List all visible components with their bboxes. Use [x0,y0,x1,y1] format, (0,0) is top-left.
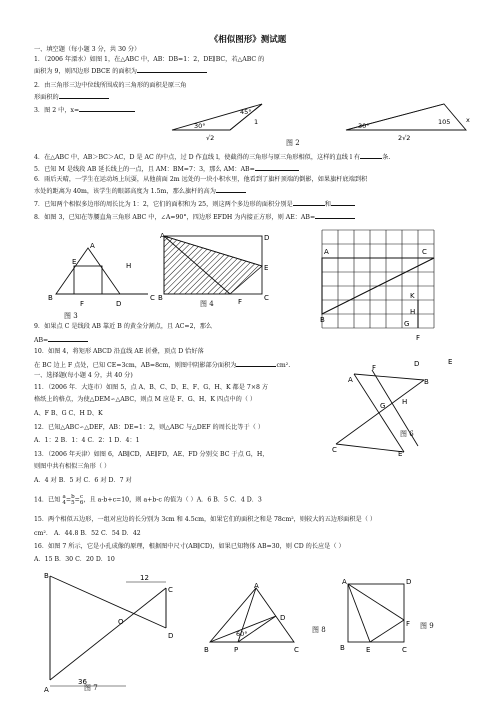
svg-text:F: F [238,298,243,306]
fig1-angle-30: 30° [194,122,206,130]
svg-text:E: E [72,258,77,266]
svg-text:B: B [48,294,53,302]
answer-blank[interactable] [79,105,135,112]
svg-text:P: P [234,646,239,654]
question-12-line-1: 12．已知△ABC∽△DEF，AB：DE=1：2，则△ABC 与△DEF 的周长比等于（ ） [34,424,265,431]
fraction-c-6: c 6 [79,494,84,506]
svg-text:K: K [410,292,415,300]
svg-text:H: H [126,262,132,270]
question-15-line-1: 15．两个相似五边形，一组对应边的长分别为 3cm 和 4.5cm，如果它们的面积之和是 78cm²，则较大的五边形面积是（ ） [34,516,377,523]
svg-text:C: C [402,646,407,654]
figure-9-caption: 图 9 [420,622,434,630]
fig2-x: x [466,116,470,124]
question-11-line-1: 11．（2006 年．大连市）如图 5，点 A、B、C、D、E、F、G、H、K 都是 7×8 方 [34,384,269,391]
svg-text:F: F [406,620,411,628]
fig1-angle-45: 45° [240,108,252,116]
figure-6-parallel-lines [332,356,464,456]
question-15-line-2: cm²． A．44.8 B．52 C．54 D．42 [34,530,141,537]
svg-text:O: O [118,618,124,626]
fig2-angle-30: 30° [358,122,370,130]
question-9-line-1: 9．如果点 C 是线段 AB 靠近 B 的黄金分割点，且 AC=2，那么 [34,323,213,330]
question-1-line-1: 1．（2006 年溧水）如图 1，在△ABC 中，AB：DB=1：2，DE∥BC，若△ABC 的 [34,56,265,63]
svg-text:D: D [116,300,122,308]
svg-text:D: D [168,632,174,640]
figure-1-triangle [168,100,276,142]
question-2-line-2: 形面积的 [34,92,109,102]
figure-3-caption: 图 3 [64,312,78,320]
question-6-line-2: 水处的距离为 40m，该学生的眼部高度为 1.5m，那么旗杆的高为 [34,186,246,196]
svg-text:A: A [160,232,165,240]
section-choice-heading: 一、选择题(每小题 4 分，共 40 分) [34,372,133,379]
svg-text:12: 12 [140,574,149,582]
svg-text:F: F [416,334,421,342]
answer-blank[interactable] [360,152,382,159]
fig2-val-105: 105 [438,118,451,126]
svg-text:C: C [422,248,427,256]
question-14: 14．已知 a 4=b 5=c 6，且 a-b+c=10，则 a+b-c 的值为（ ）A．6 B．5 C．4 D．3 [34,494,262,506]
fig2-two-root2: 2√2 [398,134,411,142]
figure-2-caption: 图 2 [286,139,300,147]
fraction-b-5: b 5 [71,494,75,506]
svg-text:B: B [44,572,49,580]
svg-text:C: C [264,294,269,302]
fig1-one: 1 [254,118,259,126]
svg-text:F: F [80,300,85,308]
figure-4-rectangle-fold [158,230,274,310]
question-11-line-2: 格纸上的格点，为使△DEM∽△ABC，则点 M 应是 F、G、H、K 四点中的（ ） [34,396,257,403]
svg-text:A: A [324,248,329,256]
figure-9-square [340,576,434,654]
svg-text:B: B [320,316,325,324]
question-13-options: A．4 对 B．5 对 C．6 对 D．7 对 [34,477,132,484]
svg-text:G: G [380,402,386,410]
svg-text:A: A [348,376,353,384]
svg-text:A: A [342,578,347,586]
section-fill-in-heading: 一、填空题（每小题 3 分，共 30 分） [34,46,141,53]
svg-text:B: B [424,378,429,386]
figure-7-pinhole [40,568,186,696]
answer-blank[interactable] [216,186,246,193]
question-4: 4．在△ABC 中，AB＞BC＞AC，D 是 AC 的中点，过 D 作直线 l，使截得的三角形与原三角形相似，这样的直线 l 有 条. [34,154,391,161]
question-12-options: A．1：2 B．1：4 C．2：1 D．4：1 [34,437,140,444]
figure-8-caption: 图 8 [312,626,326,634]
fig1-root2: √2 [206,134,215,142]
question-8: 8．如图 3，已知在等腰直角三角形 ABC 中，∠A=90°，四边形 EFDH 为内接正方形，则 AE：AB= [34,212,355,222]
svg-text:A: A [90,242,95,250]
figure-3-triangle-square [46,236,158,322]
question-9-line-2: AB= [34,335,88,345]
question-5: 5．已知 M 是线段 AB 延长线上的一点，且 AM：BM=7：3，那么 AM：AB= [34,164,299,174]
answer-blank[interactable] [236,360,276,367]
svg-text:B: B [204,646,209,654]
question-7: 7．已知两个相似多边形的周长比为 1：2，它们的面积和为 25，则这两个多边形的面积分别是 和 [34,199,355,209]
svg-text:C: C [168,586,173,594]
svg-text:B: B [158,294,163,302]
svg-text:C: C [332,446,337,454]
svg-text:G: G [404,320,410,328]
question-2-line-1: 2．由三角形三边中位线所围成的三角形的面积是原三角 [34,82,187,89]
svg-text:C: C [150,294,155,302]
svg-text:60°: 60° [236,630,248,638]
figure-5-grid [318,226,440,342]
svg-text:E: E [366,646,371,654]
answer-blank[interactable] [59,92,109,99]
svg-text:E: E [264,264,269,272]
answer-blank[interactable] [331,199,355,206]
question-13-line-1: 13．（2006 年天津）如图 6，AB∥CD，AE∥FD，AE、FD 分别交 BC 于点 G，H， [34,451,269,458]
figure-8-triangle [200,582,310,658]
svg-text:D: D [414,360,420,368]
fraction-a-4: a 4 [62,494,66,506]
figure-2-triangle [340,100,490,142]
svg-text:F: F [372,364,377,372]
answer-blank[interactable] [315,212,355,219]
figure-4-caption: 图 4 [200,300,214,308]
answer-blank[interactable] [293,199,325,206]
question-3: 3．图 2 中，x= [34,105,135,115]
question-10-line-1: 10．如图 4，将矩形 ABCD 沿直线 AE 折叠，顶点 D 恰好落 [34,348,204,355]
svg-text:36: 36 [78,678,87,686]
question-1-line-2: 面积为 9，则四边形 DBCE 的面积为 [34,66,207,76]
svg-text:D: D [264,234,270,242]
svg-text:H: H [410,308,416,316]
svg-text:A: A [44,686,49,694]
svg-text:C: C [294,646,299,654]
svg-text:D: D [406,578,412,586]
svg-text:H: H [402,398,408,406]
svg-text:D: D [280,614,286,622]
svg-text:A: A [254,582,259,590]
question-16-line-1: 16．如图 7 所示，它是小孔成像的原理，根据图中尺寸(AB∥CD)，如果已知物体 AB=30，则 CD 的长应是（ ） [34,543,345,550]
figure-7-caption: 图 7 [84,684,98,692]
page-title: 《相似图形》测试题 [209,35,287,45]
figure-6-caption: 图 6 [400,430,414,438]
question-11-options: A、F B、G C、H D、K [34,410,103,417]
question-13-line-2: 则图中共有相似三角形（ ） [34,463,111,470]
question-6-line-1: 6．雨后天晴，一学生在运动场上玩耍，从他前面 2m 远处的一块小积水里，他看到了旗杆顶端的倒影，如果旗杆底端到积 [34,176,368,183]
question-16-options: A．15 B．30 C．20 D．10 [34,556,115,563]
svg-text:B: B [340,644,345,652]
svg-text:E: E [398,450,403,458]
answer-blank[interactable] [137,66,207,73]
question-10-line-2: 在 BC 边上 F 点处，已知 CE=3cm，AB=8cm，则图中阴影部分面积为 cm². [34,362,291,369]
answer-blank[interactable] [255,164,299,171]
svg-text:E: E [448,358,453,366]
answer-blank[interactable] [48,335,88,342]
